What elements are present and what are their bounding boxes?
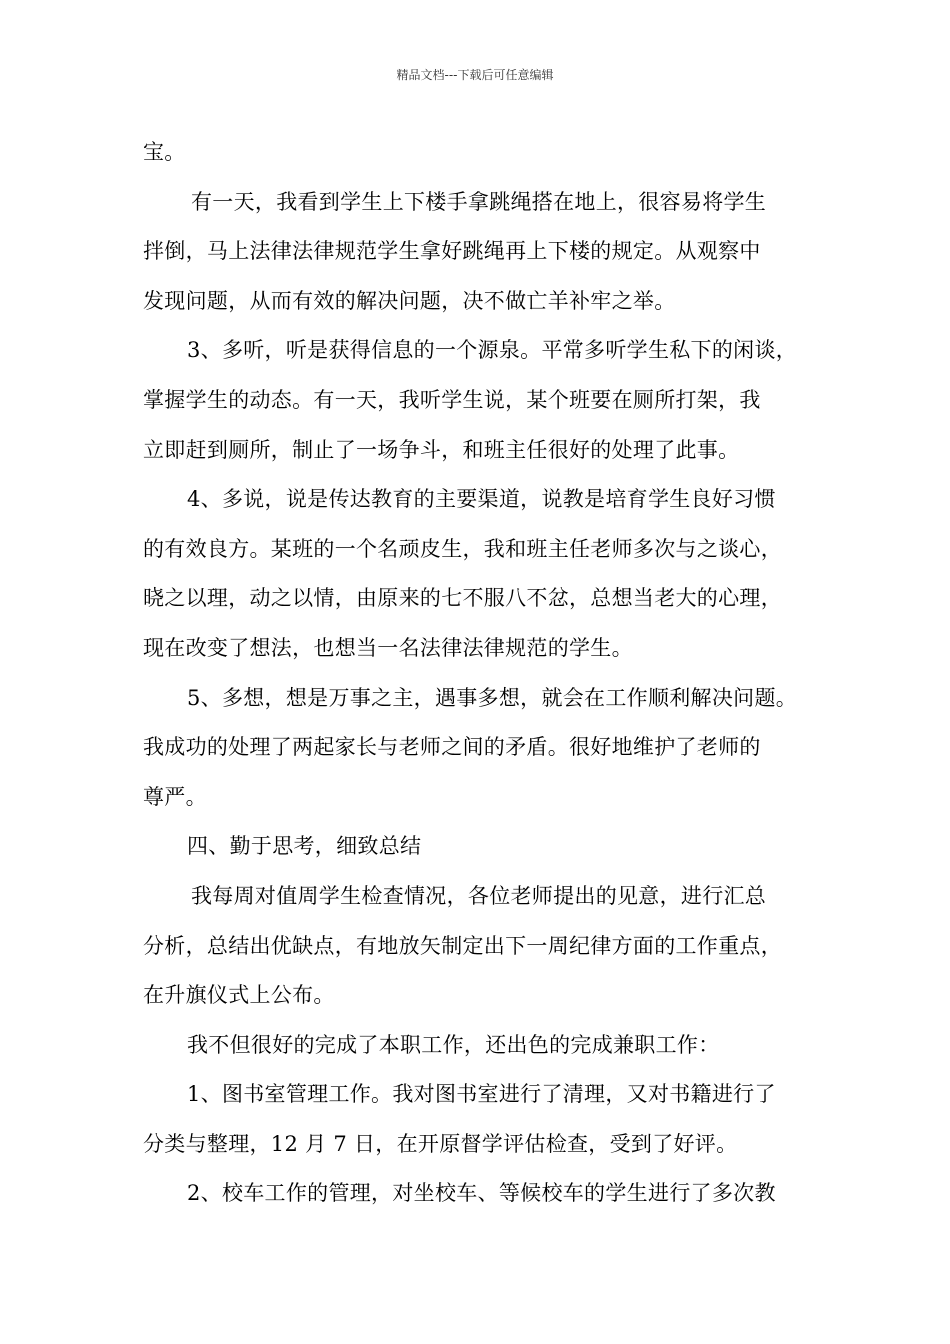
text-line: 我不但很好的完成了本职工作，还出色的完成兼职工作： [187,1032,720,1057]
text-line: 2、校车工作的管理，对坐校车、等候校车的学生进行了多次教 [187,1181,776,1206]
text-line: 5、多想，想是万事之主，遇事多想，就会在工作顺利解决问题。 [187,685,798,710]
text-line: 分类与整理，12 月 7 日，在开原督学评估检查，受到了好评。 [143,1131,738,1156]
text-line: 现在改变了想法，也想当一名法律法律规范的学生。 [143,635,633,660]
text-line: 掌握学生的动态。有一天，我听学生说，某个班要在厕所打架，我 [143,387,761,412]
text-line: 发现问题，从而有效的解决问题，决不做亡羊补牢之举。 [143,288,676,313]
text-line: 拌倒，马上法律法律规范学生拿好跳绳再上下楼的规定。从观察中 [143,239,761,264]
text-line: 在升旗仪式上公布。 [143,983,335,1008]
text-line: 有一天，我看到学生上下楼手拿跳绳搭在地上，很容易将学生 [191,189,767,214]
text-line: 的有效良方。某班的一个名顽皮生，我和班主任老师多次与之谈心， [143,536,782,561]
text-line: 1、图书室管理工作。我对图书室进行了清理，又对书籍进行了 [187,1082,776,1107]
text-line: 尊严。 [143,784,207,809]
text-line: 晓之以理，动之以情，由原来的七不服八不忿，总想当老大的心理， [143,586,782,611]
text-line: 分析，总结出优缺点，有地放矢制定出下一周纪律方面的工作重点， [143,933,782,958]
page-header: 精品文档---下载后可任意编辑 [396,68,554,82]
text-line: 4、多说，说是传达教育的主要渠道，说教是培育学生良好习惯 [187,487,776,512]
text-line: 3、多听，听是获得信息的一个源泉。平常多听学生私下的闲谈， [187,338,798,363]
document-body [143,128,833,1219]
text-line: 立即赶到厕所，制止了一场争斗，和班主任很好的处理了此事。 [143,437,740,462]
text-line: 我成功的处理了两起家长与老师之间的矛盾。很好地维护了老师的 [143,735,761,760]
section-heading: 四、勤于思考，细致总结 [187,834,422,859]
text-line: 我每周对值周学生检查情况，各位老师提出的见意，进行汇总 [191,883,767,908]
text-line: 宝。 [143,140,186,164]
